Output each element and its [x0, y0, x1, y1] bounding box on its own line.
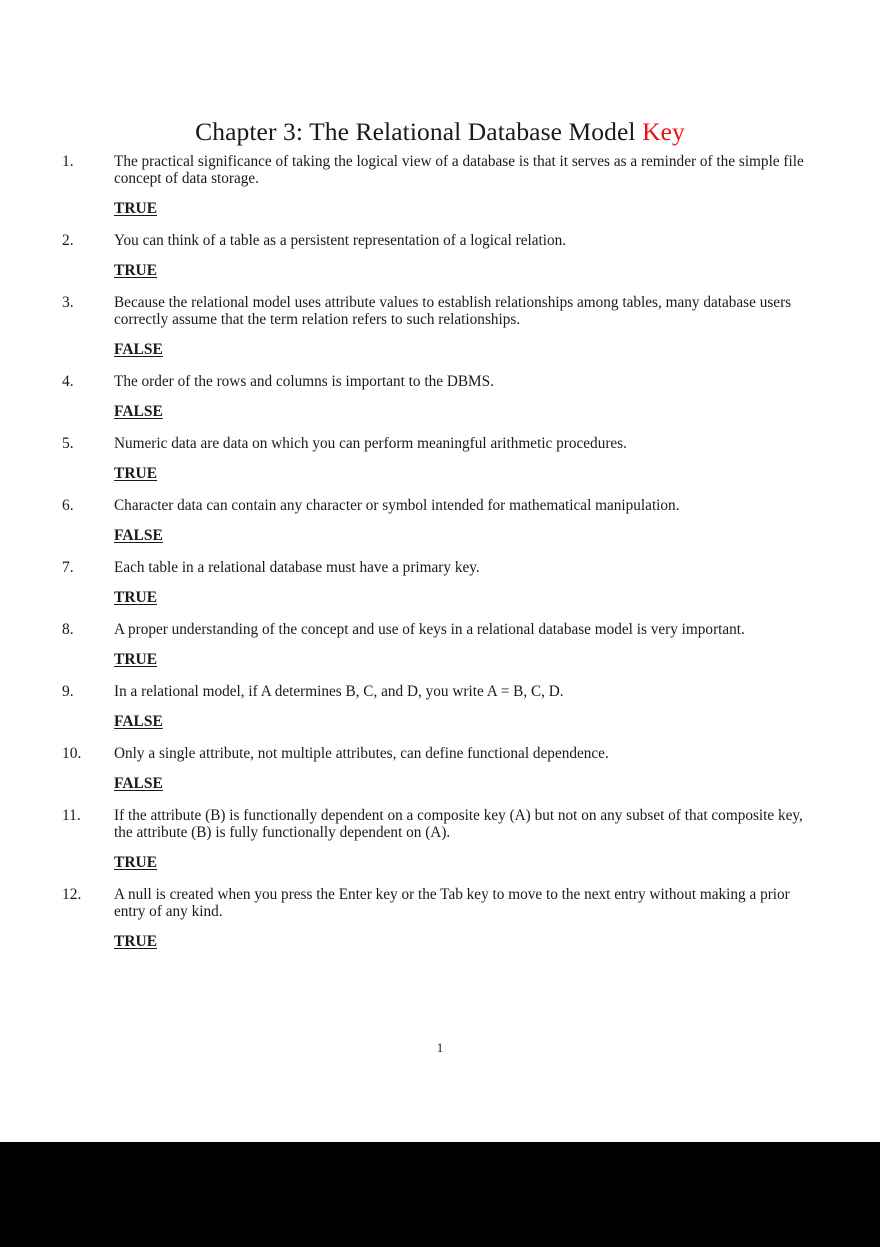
question-number: 3.: [62, 294, 74, 311]
answer-value: FALSE: [114, 713, 163, 730]
answer-row: [114, 328, 880, 359]
question-text: Only a single attribute, not multiple attributes, can define functional dependence.: [114, 745, 609, 762]
answer-row: [114, 514, 880, 545]
question-text: If the attribute (B) is functionally dependent on a composite key (A) but not on any subset of that composite key, the attribute (B) is fully functionally dependent on (A).: [114, 807, 803, 841]
question-number: 4.: [62, 373, 74, 390]
page-title: [0, 117, 880, 147]
answer-value: FALSE: [114, 527, 163, 544]
answer-row: [114, 920, 880, 951]
answer-value: TRUE: [114, 589, 158, 606]
answer-value: FALSE: [114, 403, 163, 420]
question-item: [0, 621, 880, 669]
question-number: 6.: [62, 497, 74, 514]
question-number: 5.: [62, 435, 74, 452]
answer-value: FALSE: [114, 775, 163, 792]
answer-value: TRUE: [114, 262, 158, 279]
question-item: [0, 435, 880, 483]
question-text: The order of the rows and columns is important to the DBMS.: [114, 373, 494, 390]
question-number: 8.: [62, 621, 74, 638]
page-title-main: Chapter 3: The Relational Database Model: [195, 117, 643, 147]
question-text: The practical significance of taking the logical view of a database is that it serves as a reminder of the simple file concept of data storage.: [114, 153, 804, 187]
page-number: 1: [436, 1040, 444, 1055]
answer-row: [114, 841, 880, 872]
question-text: A null is created when you press the Enter key or the Tab key to move to the next entry without making a prior entry of any kind.: [114, 886, 790, 920]
question-list: [0, 153, 880, 965]
question-text: Each table in a relational database must have a primary key.: [114, 559, 480, 576]
question-text: Numeric data are data on which you can perform meaningful arithmetic procedures.: [114, 435, 627, 452]
question-text: A proper understanding of the concept and use of keys in a relational database model is very important.: [114, 621, 745, 638]
question-number: 10.: [62, 745, 82, 762]
question-number: 2.: [62, 232, 74, 249]
question-text: In a relational model, if A determines B, C, and D, you write A = B, C, D.: [114, 683, 564, 700]
answer-value: TRUE: [114, 651, 158, 668]
question-item: [0, 745, 880, 793]
answer-value: TRUE: [114, 854, 158, 871]
question-item: [0, 683, 880, 731]
bottom-black-bar: [0, 1142, 880, 1247]
question-number: 12.: [62, 886, 82, 903]
question-number: 1.: [62, 153, 74, 170]
answer-row: [114, 576, 880, 607]
question-item: [0, 294, 880, 359]
question-item: [0, 153, 880, 218]
answer-value: FALSE: [114, 341, 163, 358]
question-number: 7.: [62, 559, 74, 576]
question-item: [0, 807, 880, 872]
question-text: Because the relational model uses attribute values to establish relationships among tables, many database users correctly assume that the term relation refers to such relationships.: [114, 294, 792, 328]
answer-row: [114, 249, 880, 280]
answer-row: [114, 187, 880, 218]
answer-row: [114, 700, 880, 731]
answer-row: [114, 452, 880, 483]
answer-value: TRUE: [114, 200, 158, 217]
question-number: 11.: [62, 807, 81, 824]
question-text: You can think of a table as a persistent representation of a logical relation.: [114, 232, 567, 249]
question-item: [0, 559, 880, 607]
page-title-key-label: Key: [642, 117, 685, 147]
question-item: [0, 373, 880, 421]
question-item: [0, 232, 880, 280]
answer-row: [114, 762, 880, 793]
answer-row: [114, 638, 880, 669]
question-item: [0, 497, 880, 545]
answer-value: TRUE: [114, 933, 158, 950]
question-text: Character data can contain any character or symbol intended for mathematical manipulation.: [114, 497, 680, 514]
answer-row: [114, 390, 880, 421]
answer-value: TRUE: [114, 465, 158, 482]
question-number: 9.: [62, 683, 74, 700]
question-item: [0, 886, 880, 951]
